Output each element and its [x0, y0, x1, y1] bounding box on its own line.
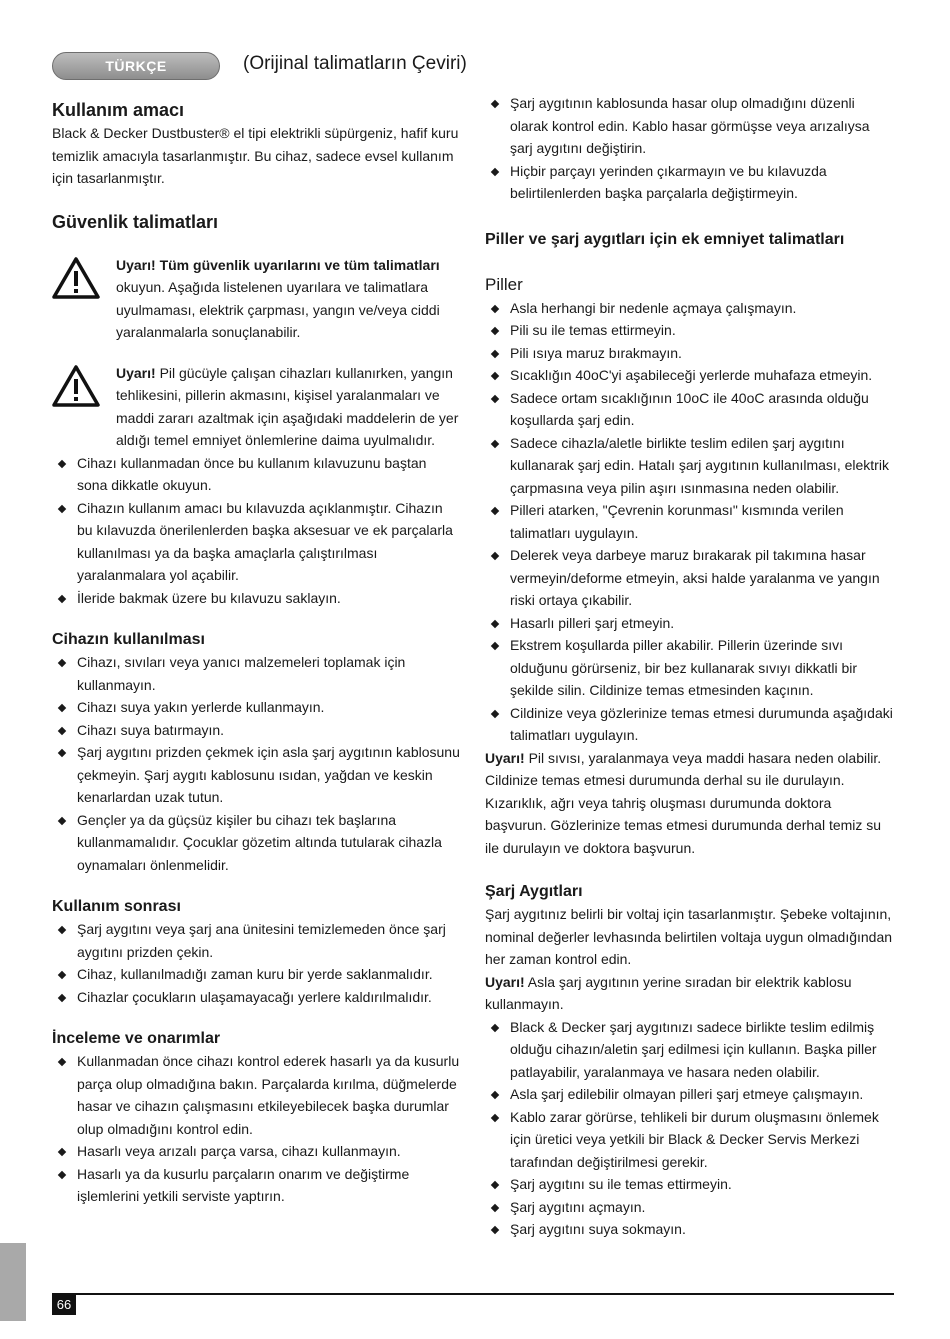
list-item: Sadece ortam sıcaklığının 10oC ile 40oC arasında olduğu koşullarda şarj edin.: [485, 387, 895, 432]
list-item: Pilleri atarken, "Çevrenin korunması" kısmında verilen talimatları uygulayın.: [485, 499, 895, 544]
warning-block-1: [52, 254, 460, 344]
bullet-diamond-icon: [491, 642, 499, 650]
sarj-aygitlari-text: Şarj aygıtınız belirli bir voltaj için tasarlanmıştır. Şebeke voltajının, nominal değerler levhasında belirtilen voltaja uygun olmadığından her zaman kontrol edin.: [485, 906, 893, 967]
bullet-diamond-icon: [58, 1148, 66, 1156]
kullanim-sonrasi-list: [52, 918, 460, 1008]
sarj-warning-body: Asla şarj aygıtının yerine sıradan bir elektrik kablosu kullanmayın.: [485, 973, 852, 1012]
bullet-diamond-icon: [58, 926, 66, 934]
list-item: Cildinize veya gözlerinize temas etmesi durumunda aşağıdaki talimatları uygulayın.: [485, 702, 895, 747]
bullet-diamond-icon: [491, 507, 499, 515]
sarj-kablo-list: [485, 92, 895, 205]
section-title-piller: Piller: [485, 274, 523, 294]
section-title-kullanim-sonrasi: Kullanım sonrası: [52, 898, 181, 915]
pil-sivisi-warning: [485, 747, 895, 860]
list-item: Cihazı suya yakın yerlerde kullanmayın.: [52, 696, 460, 719]
bullet-diamond-icon: [491, 372, 499, 380]
warning-triangle-icon: [52, 256, 100, 300]
section-title-inceleme: İnceleme ve onarımlar: [52, 1030, 221, 1047]
bullet-diamond-icon: [58, 1170, 66, 1178]
list-item: Hasarlı veya arızalı parça varsa, cihazı kullanmayın.: [52, 1140, 460, 1163]
sarj-list: [485, 1016, 895, 1241]
section-title-sarj-aygitlari: Şarj Aygıtları: [485, 883, 583, 900]
list-item: Ekstrem koşullarda piller akabilir. Pillerin üzerinde sıvı olduğunu görürseniz, bir bez kullanarak sıvıyı dikkatli bir şekilde silin. Cildinize temas etmesinden kaçının.: [485, 634, 895, 702]
bullet-diamond-icon: [58, 459, 66, 467]
list-item: Hasarlı ya da kusurlu parçaların onarım ve değiştirme işlemlerini yetkili serviste yaptırın.: [52, 1163, 460, 1208]
bullet-diamond-icon: [58, 993, 66, 1001]
list-item: Şarj aygıtını açmayın.: [485, 1196, 895, 1219]
inceleme-list: [52, 1050, 460, 1208]
bullet-diamond-icon: [58, 1058, 66, 1066]
bullet-diamond-icon: [491, 439, 499, 447]
list-item: Black & Decker şarj aygıtınızı sadece birlikte teslim edilmiş olduğu cihazın/aletin şarj edilmesi için kullanın. Başka piller patlayabilir, yaralanmaya ve hasara neden olabilir.: [485, 1016, 895, 1084]
list-item: Şarj aygıtını su ile temas ettirmeyin.: [485, 1173, 895, 1196]
list-item: Sadece cihazla/aletle birlikte teslim edilen şarj aygıtını kullanarak şarj edin. Hatalı şarj aygıtının kullanılması, elektrik çarpmasına veya pilin aşırı ısınmasına neden olabilir.: [485, 432, 895, 500]
cihazin-kullanilmasi-list: [52, 651, 460, 876]
list-item: Hiçbir parçayı yerinden çıkarmayın ve bu kılavuzda belirtilenlerden başka parçalarla değiştirmeyin.: [485, 160, 895, 205]
list-item: Cihazı, sıvıları veya yanıcı malzemeleri toplamak için kullanmayın.: [52, 651, 460, 696]
bullet-diamond-icon: [58, 749, 66, 757]
list-item: Cihazın kullanım amacı bu kılavuzda açıklanmıştır. Cihazın bu kılavuzda önerilenlerden başka aksesuar ve ek parçalarla kullanılması ya da başka amaçlarla çalıştırılması yaralanmalara yol açabilir.: [52, 497, 460, 587]
warning-text-1: [116, 254, 460, 344]
warning-body-1: okuyun. Aşağıda listelenen uyarılara ve talimatlara uyulmaması, elektrik çarpması, yangın ve/veya ciddi yaralanmalarla sonuçlanabilir.: [116, 279, 440, 340]
list-item: Şarj aygıtını prizden çekmek için asla şarj aygıtının kablosunu çekmeyin. Şarj aygıtı kablosunu ısıdan, yağdan ve keskin kenarlardan uzak tutun.: [52, 741, 460, 809]
warning-block-2: [52, 362, 460, 452]
piller-list: [485, 297, 895, 747]
translation-subtitle: (Orijinal talimatların Çeviri): [243, 53, 467, 74]
bullet-diamond-icon: [491, 394, 499, 402]
sarj-warning-lead: Uyarı!: [485, 973, 525, 990]
list-item: Şarj aygıtının kablosunda hasar olup olmadığını düzenli olarak kontrol edin. Kablo hasar görmüşse veya arızalıysa şarj aygıtını değiştirin.: [485, 92, 895, 160]
warning-lead-1: Uyarı! Tüm güvenlik uyarılarını ve tüm talimatları: [116, 256, 440, 273]
bullet-diamond-icon: [58, 816, 66, 824]
list-item: Cihazı suya batırmayın.: [52, 719, 460, 742]
section-title-guvenlik: Güvenlik talimatları: [52, 211, 219, 232]
warning-text-2: [116, 362, 460, 452]
language-badge: TÜRKÇE: [52, 52, 220, 80]
bullet-diamond-icon: [491, 552, 499, 560]
bullet-diamond-icon: [491, 619, 499, 627]
bullet-diamond-icon: [58, 726, 66, 734]
list-item: Hasarlı pilleri şarj etmeyin.: [485, 612, 895, 635]
list-item: Kullanmadan önce cihazı kontrol ederek hasarlı ya da kusurlu parça olup olmadığına bakın. Parçalarda kırılma, düğmelerde hasar ve cihazın çalışmasını etkileyebilecek başka durumlar olup olmadığını kontrol edin.: [52, 1050, 460, 1140]
list-item: Şarj aygıtını suya sokmayın.: [485, 1218, 895, 1241]
bullet-diamond-icon: [58, 594, 66, 602]
language-side-tab: [0, 1243, 26, 1321]
list-item: Şarj aygıtını veya şarj ana ünitesini temizlemeden önce şarj aygıtını prizden çekin.: [52, 918, 460, 963]
bullet-diamond-icon: [491, 100, 499, 108]
list-item: İleride bakmak üzere bu kılavuzu saklayın.: [52, 587, 460, 610]
right-column: [485, 92, 895, 1241]
bullet-diamond-icon: [58, 704, 66, 712]
list-item: Gençler ya da güçsüz kişiler bu cihazı tek başlarına kullanmamalıdır. Çocuklar gözetim altında tutularak cihazla oynamaları önlenmelidir.: [52, 809, 460, 877]
bullet-diamond-icon: [491, 349, 499, 357]
section-title-pil-emniyet: Piller ve şarj aygıtları için ek emniyet talimatları: [485, 230, 845, 248]
sarj-warning: [485, 971, 895, 1016]
bullet-diamond-icon: [58, 971, 66, 979]
bullet-diamond-icon: [491, 167, 499, 175]
list-item: Pili ısıya maruz bırakmayın.: [485, 342, 895, 365]
bullet-diamond-icon: [491, 1226, 499, 1234]
bullet-diamond-icon: [491, 709, 499, 717]
list-item: Kablo zarar görürse, tehlikeli bir durum oluşmasını önlemek için üretici veya yetkili bir Black & Decker Servis Merkezi tarafından değiştirilmesi gerekir.: [485, 1106, 895, 1174]
bullet-diamond-icon: [491, 1091, 499, 1099]
list-item: Cihazlar çocukların ulaşamayacağı yerlere kaldırılmalıdır.: [52, 986, 460, 1009]
list-item: Sıcaklığın 40oC'yi aşabileceği yerlerde muhafaza etmeyin.: [485, 364, 895, 387]
list-item: Delerek veya darbeye maruz bırakarak pil takımına hasar vermeyin/deforme etmeyin, aksi halde yaralanma ve yangın riski ortaya çıkabilir.: [485, 544, 895, 612]
warning-body-2: Pil gücüyle çalışan cihazları kullanırken, yangın tehlikesini, pillerin akmasını, kişisel yaralanmaları ve maddi zararı azaltmak için aşağıdaki maddelerin de yer aldığı temel emniyet önlemlerine daima uyulmalıdır.: [116, 364, 459, 448]
bullet-diamond-icon: [491, 1181, 499, 1189]
page-number: 66: [52, 1294, 76, 1315]
left-column: [52, 92, 460, 1208]
guvenlik-list: [52, 452, 460, 610]
list-item: Cihazı kullanmadan önce bu kullanım kılavuzunu baştan sona dikkatle okuyun.: [52, 452, 460, 497]
bullet-diamond-icon: [58, 659, 66, 667]
footer-divider: [52, 1293, 894, 1295]
bullet-diamond-icon: [491, 1113, 499, 1121]
pil-warning-lead: Uyarı!: [485, 749, 525, 766]
bullet-diamond-icon: [491, 304, 499, 312]
list-item: Asla herhangi bir nedenle açmaya çalışmayın.: [485, 297, 895, 320]
pil-warning-body: Pil sıvısı, yaralanmaya veya maddi hasara neden olabilir. Cildinize temas etmesi durumunda derhal su ile durulayın. Kızarıklık, ağrı veya tahriş oluşması durumunda doktora başvurun. Gözlerinize temas etmesi durumunda derhal temiz su ile durulayın ve doktora başvurun.: [485, 749, 882, 856]
list-item: Asla şarj edilebilir olmayan pilleri şarj etmeye çalışmayın.: [485, 1083, 895, 1106]
list-item: Cihaz, kullanılmadığı zaman kuru bir yerde saklanmalıdır.: [52, 963, 460, 986]
warning-triangle-icon: [52, 364, 100, 408]
bullet-diamond-icon: [491, 327, 499, 335]
bullet-diamond-icon: [491, 1203, 499, 1211]
list-item: Pili su ile temas ettirmeyin.: [485, 319, 895, 342]
bullet-diamond-icon: [58, 504, 66, 512]
warning-lead-2: Uyarı!: [116, 364, 156, 381]
bullet-diamond-icon: [491, 1023, 499, 1031]
section-title-cihazin-kullanilmasi: Cihazın kullanılması: [52, 631, 205, 648]
section-title-kullanim-amaci: Kullanım amacı: [52, 100, 185, 120]
kullanim-amaci-text: Black & Decker Dustbuster® el tipi elektrikli süpürgeniz, hafif kuru temizlik amacıyla tasarlanmıştır. Bu cihaz, sadece evsel kullanım için tasarlanmıştır.: [52, 125, 459, 186]
